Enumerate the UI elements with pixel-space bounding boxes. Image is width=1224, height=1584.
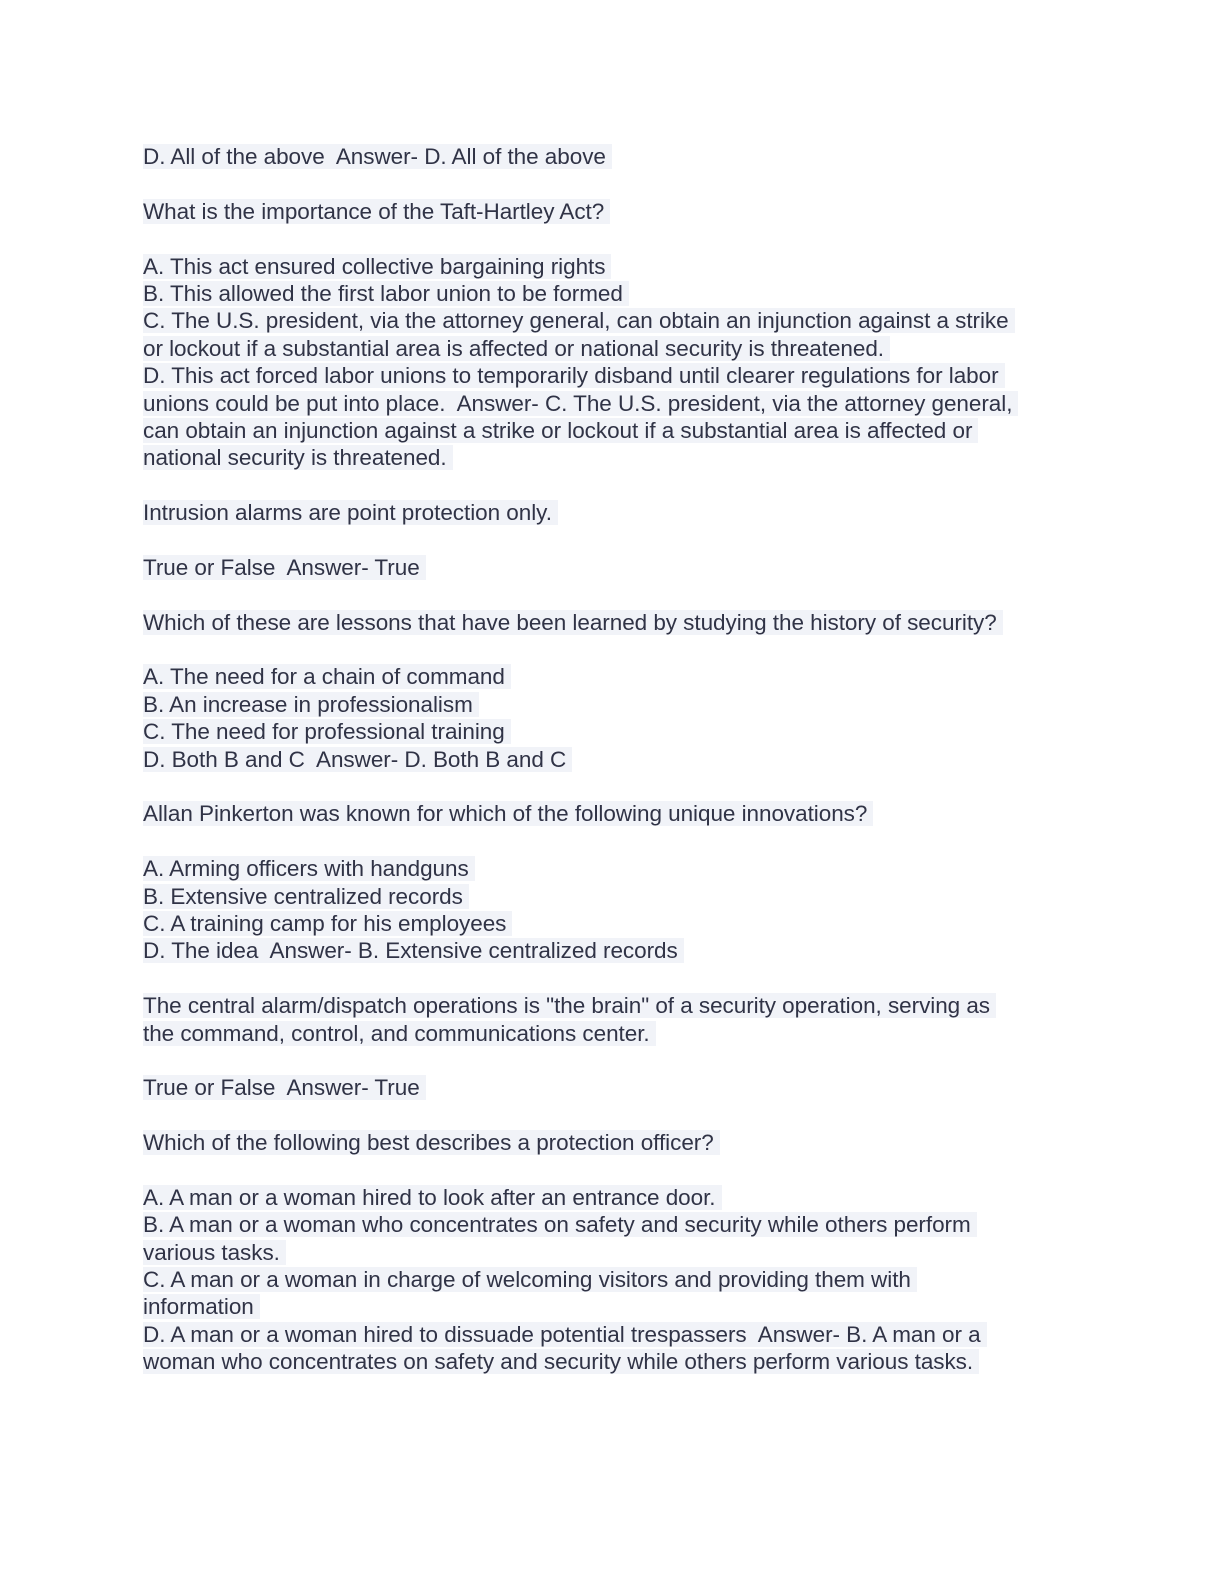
option-line: B. A man or a woman who concentrates on safety and security while others perform — [143, 1211, 1083, 1238]
options-block — [143, 1184, 1083, 1376]
option-line: national security is threatened. — [143, 444, 1083, 471]
option-line: can obtain an injunction against a strike or lockout if a substantial area is affected or — [143, 417, 1083, 444]
option-line: B. An increase in professionalism — [143, 691, 1083, 718]
document-body — [143, 143, 1083, 1376]
option-line: C. A training camp for his employees — [143, 910, 1083, 937]
question-text: Which of the following best describes a protection officer? — [143, 1129, 1083, 1156]
option-line: or lockout if a substantial area is affected or national security is threatened. — [143, 335, 1083, 362]
option-line: A. This act ensured collective bargaining rights — [143, 253, 1083, 280]
answer-block — [143, 1074, 1083, 1101]
option-line: C. A man or a woman in charge of welcoming visitors and providing them with — [143, 1266, 1083, 1293]
option-line: B. Extensive centralized records — [143, 883, 1083, 910]
question-block — [143, 1129, 1083, 1156]
question-block — [143, 198, 1083, 225]
question-text: Intrusion alarms are point protection only. — [143, 499, 1083, 526]
options-block — [143, 253, 1083, 472]
options-block — [143, 663, 1083, 773]
question-block — [143, 800, 1083, 827]
option-line: A. The need for a chain of command — [143, 663, 1083, 690]
question-block — [143, 499, 1083, 526]
option-line: woman who concentrates on safety and security while others perform various tasks. — [143, 1348, 1083, 1375]
options-block — [143, 855, 1083, 965]
question-block — [143, 992, 1083, 1047]
question-text: The central alarm/dispatch operations is "the brain" of a security operation, serving as — [143, 992, 1083, 1019]
option-line: A. A man or a woman hired to look after an entrance door. — [143, 1184, 1083, 1211]
question-text: What is the importance of the Taft-Hartley Act? — [143, 198, 1083, 225]
option-line: B. This allowed the first labor union to be formed — [143, 280, 1083, 307]
answer-line: True or False Answer- True — [143, 554, 1083, 581]
option-line: D. The idea Answer- B. Extensive centralized records — [143, 937, 1083, 964]
question-block — [143, 609, 1083, 636]
option-line: D. Both B and C Answer- D. Both B and C — [143, 746, 1083, 773]
option-line: A. Arming officers with handguns — [143, 855, 1083, 882]
question-text: Which of these are lessons that have been learned by studying the history of security? — [143, 609, 1083, 636]
question-text: the command, control, and communications center. — [143, 1020, 1083, 1047]
option-line: D. This act forced labor unions to temporarily disband until clearer regulations for labor — [143, 362, 1083, 389]
answer-block — [143, 143, 1083, 170]
question-text: Allan Pinkerton was known for which of the following unique innovations? — [143, 800, 1083, 827]
option-line: various tasks. — [143, 1239, 1083, 1266]
option-line: D. A man or a woman hired to dissuade potential trespassers Answer- B. A man or a — [143, 1321, 1083, 1348]
option-line: unions could be put into place. Answer- C. The U.S. president, via the attorney general, — [143, 390, 1083, 417]
option-line: information — [143, 1293, 1083, 1320]
answer-line: True or False Answer- True — [143, 1074, 1083, 1101]
option-line: C. The need for professional training — [143, 718, 1083, 745]
option-line: C. The U.S. president, via the attorney general, can obtain an injunction against a strike — [143, 307, 1083, 334]
answer-block — [143, 554, 1083, 581]
text-line: D. All of the above Answer- D. All of the above — [143, 143, 1083, 170]
